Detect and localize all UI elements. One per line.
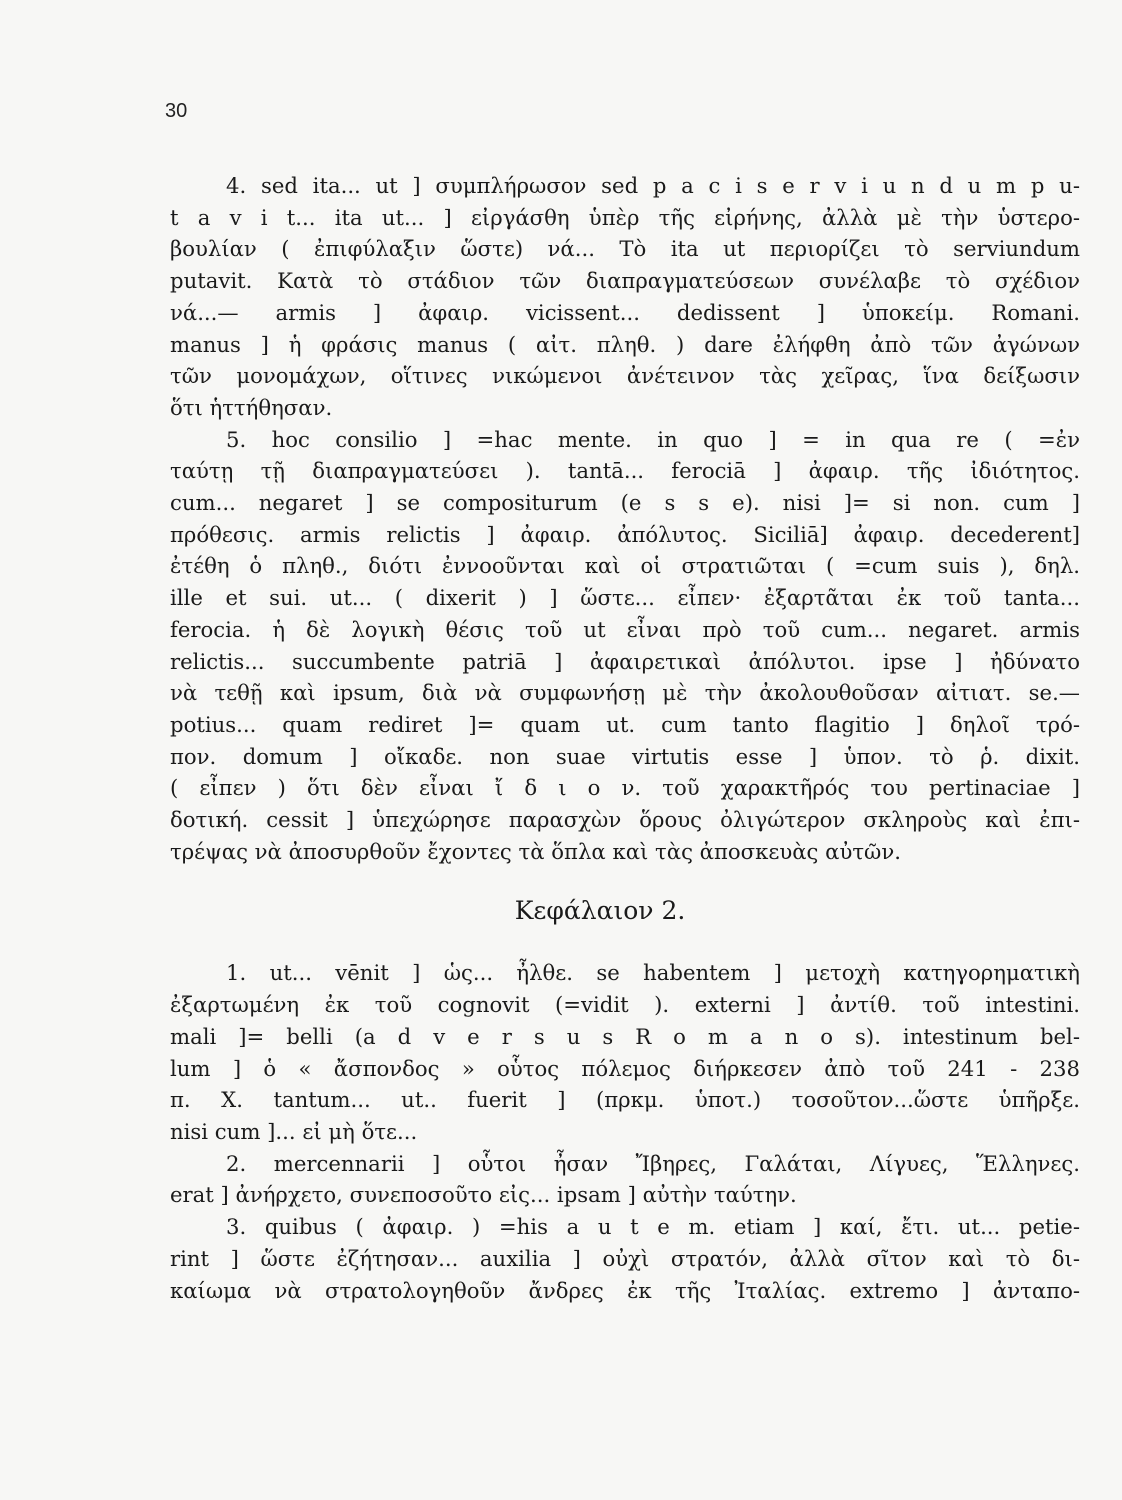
text-line: ille et sui. ut... ( dixerit ) ] ὥστε... εἶπεν· ἐξαρτᾶται ἐκ τοῦ tanta... — [170, 585, 1080, 611]
text-line: mali ]= belli (a d v e r s u s R o m a n o s). intestinum bel- — [170, 1023, 1080, 1049]
text-line: rint ] ὥστε ἐζήτησαν... auxilia ] οὐχὶ στρατόν, ἀλλὰ σῖτον καὶ τὸ δι- — [170, 1245, 1080, 1271]
text-line: nisi cum ]... εἰ μὴ ὅτε... — [170, 1118, 418, 1144]
paragraph-1 — [170, 957, 1080, 1147]
text-line: relictis... succumbente patriā ] ἀφαιρετικαὶ ἀπόλυτοι. ipse ] ἠδύνατο — [170, 648, 1080, 674]
text-line: 4. sed ita... ut ] συμπλήρωσον sed p a c i s e r v i u n d u m p u- — [226, 173, 1080, 198]
text-line: νά...— armis ] ἀφαιρ. vicissent... dedissent ] ὑποκείμ. Romani. — [170, 299, 1080, 325]
page-body — [170, 170, 1080, 1306]
text-line: δοτική. cessit ] ὑπεχώρησε παρασχὼν ὅρους ὀλιγώτερον σκληροὺς καὶ ἐπι- — [170, 807, 1080, 833]
text-line: ( εἶπεν ) ὅτι δὲν εἶναι ἴ δ ι ο ν. τοῦ χαρακτῆρός του pertinaciae ] — [170, 775, 1080, 801]
text-line: potius... quam rediret ]= quam ut. cum tanto flagitio ] δηλοῖ τρό- — [170, 711, 1080, 737]
section-4 — [170, 170, 1080, 424]
text-line: καίωμα νὰ στρατολογηθοῦν ἄνδρες ἐκ τῆς Ἰταλίας. extremo ] ἀνταπο- — [170, 1277, 1080, 1303]
text-line: πρόθεσις. armis relictis ] ἀφαιρ. ἀπόλυτος. Siciliā] ἀφαιρ. decederent] — [170, 521, 1080, 547]
text-line: lum ] ὁ « ἄσπονδος » οὗτος πόλεμος διήρκεσεν ἀπὸ τοῦ 241 - 238 — [170, 1055, 1080, 1081]
text-line: νὰ τεθῇ καὶ ipsum, διὰ νὰ συμφωνήσῃ μὲ τὴν ἀκολουθοῦσαν αἰτιατ. se.— — [170, 680, 1080, 706]
text-line: erat ] ἀνήρχετο, συνεποσοῦτο εἰς... ipsam ] αὐτὴν ταύτην. — [170, 1182, 797, 1208]
section-5 — [170, 424, 1080, 868]
text-line: τῶν μονομάχων, οἵτινες νικώμενοι ἀνέτεινον τὰς χεῖρας, ἵνα δείξωσιν — [170, 363, 1080, 389]
text-line: t a v i t... ita ut... ] εἰργάσθη ὑπὲρ τῆς εἰρήνης, ἀλλὰ μὲ τὴν ὑστερο- — [170, 204, 1080, 230]
text-line: ἐτέθη ὁ πληθ., διότι ἐννοοῦνται καὶ οἱ στρατιῶται ( =cum suis ), δηλ. — [170, 553, 1080, 579]
text-line: π. X. tantum... ut.. fuerit ] (πρκμ. ὑποτ.) τοσοῦτον...ὥστε ὑπῆρξε. — [170, 1087, 1080, 1113]
text-line: ὅτι ἡττήθησαν. — [170, 394, 333, 420]
paragraph-3 — [170, 1211, 1080, 1306]
text-line: 5. hoc consilio ] =hac mente. in quo ] = in qua re ( =ἐν — [226, 426, 1080, 452]
text-line: manus ] ἡ φράσις manus ( αἰτ. πληθ. ) dare ἐλήφθη ἀπὸ τῶν ἀγώνων — [170, 331, 1080, 357]
text-line: cum... negaret ] se compositurum (e s s e). nisi ]= si non. cum ] — [170, 490, 1080, 516]
text-line: πον. domum ] οἴκαδε. non suae virtutis esse ] ὑπον. τὸ ῥ. dixit. — [170, 743, 1080, 769]
text-line: ταύτῃ τῇ διαπραγματεύσει ). tantā... ferociā ] ἀφαιρ. τῆς ἰδιότητος. — [170, 458, 1080, 484]
text-line: ferocia. ἡ δὲ λογικὴ θέσις τοῦ ut εἶναι πρὸ τοῦ cum... negaret. armis — [170, 616, 1080, 642]
chapter-heading: Κεφάλαιον 2. — [514, 896, 686, 926]
text-line: 3. quibus ( ἀφαιρ. ) =his a u t e m. etiam ] καί, ἔτι. ut... petie- — [226, 1214, 1080, 1240]
text-line: 2. mercennarii ] οὗτοι ἦσαν Ἴβηρες, Γαλάται, Λίγυες, Ἕλληνες. — [226, 1150, 1080, 1176]
text-line: 1. ut... vēnit ] ὡς... ἦλθε. se habentem ] μετοχὴ κατηγορηματικὴ — [226, 960, 1080, 986]
text-line: ἐξαρτωμένη ἐκ τοῦ cognovit (=vidit ). externi ] ἀντίθ. τοῦ intestini. — [170, 992, 1080, 1018]
page-number: 30 — [165, 100, 188, 122]
text-line: putavit. Κατὰ τὸ στάδιον τῶν διαπραγματεύσεων συνέλαβε τὸ σχέδιον — [170, 268, 1080, 294]
text-line: βουλίαν ( ἐπιφύλαξιν ὥστε) νά... Τὸ ita ut περιορίζει τὸ serviundum — [170, 236, 1080, 262]
text-line: τρέψας νὰ ἀποσυρθοῦν ἔχοντες τὰ ὅπλα καὶ τὰς ἀποσκευὰς αὐτῶν. — [170, 838, 901, 864]
paragraph-2 — [170, 1148, 1080, 1211]
